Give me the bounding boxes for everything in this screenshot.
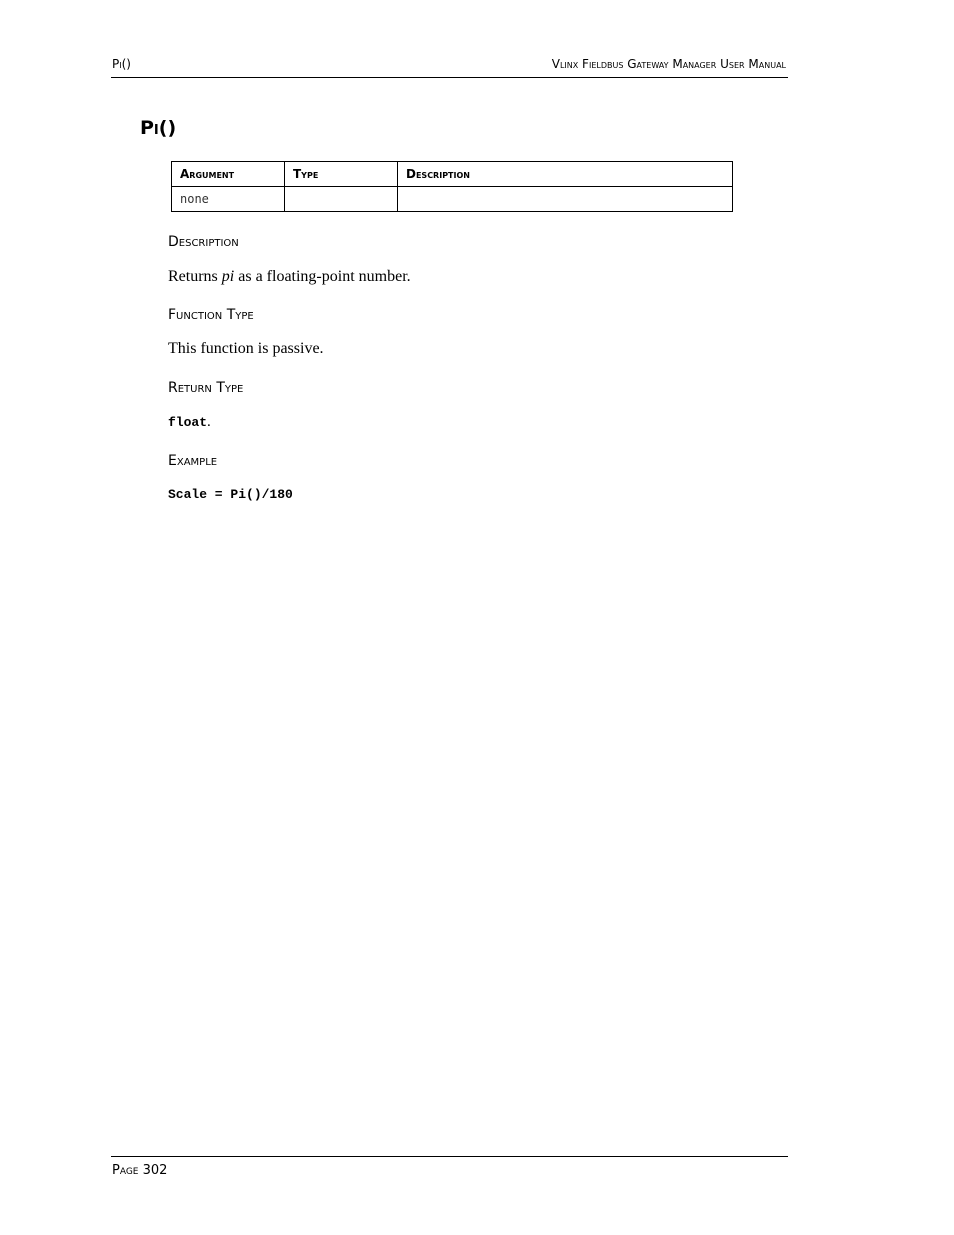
- return-type-value: [168, 414, 211, 431]
- function-type-heading: Function Type: [168, 307, 254, 323]
- header-manual-title: Vlinx Fieldbus Gateway Manager User Manual: [551, 57, 786, 71]
- return-type-code: float: [168, 415, 208, 430]
- table-header-row: [172, 162, 733, 187]
- cell-description: [398, 187, 733, 212]
- example-code: Scale = Pi()/180: [168, 487, 293, 502]
- header-type: Type: [285, 162, 398, 187]
- return-type-heading: Return Type: [168, 380, 244, 396]
- return-type-period: .: [207, 414, 211, 430]
- argument-table: [171, 161, 733, 212]
- header-section-name: Pi(): [112, 57, 131, 71]
- page-number: Page 302: [112, 1163, 168, 1178]
- cell-type: [285, 187, 398, 212]
- header-argument: Argument: [172, 162, 285, 187]
- page-header: [111, 55, 788, 78]
- cell-argument: none: [172, 187, 285, 212]
- description-text: [168, 268, 411, 286]
- page-footer: [111, 1156, 788, 1178]
- description-heading: Description: [168, 234, 239, 250]
- description-text-pre: Returns: [168, 268, 222, 285]
- header-description: Description: [398, 162, 733, 187]
- table-row: [172, 187, 733, 212]
- description-text-pi: pi: [221, 268, 235, 285]
- function-type-text: This function is passive.: [168, 340, 324, 357]
- function-title: Pi(): [140, 117, 177, 139]
- description-text-post: as a floating-point number.: [234, 268, 411, 285]
- example-heading: Example: [168, 453, 218, 469]
